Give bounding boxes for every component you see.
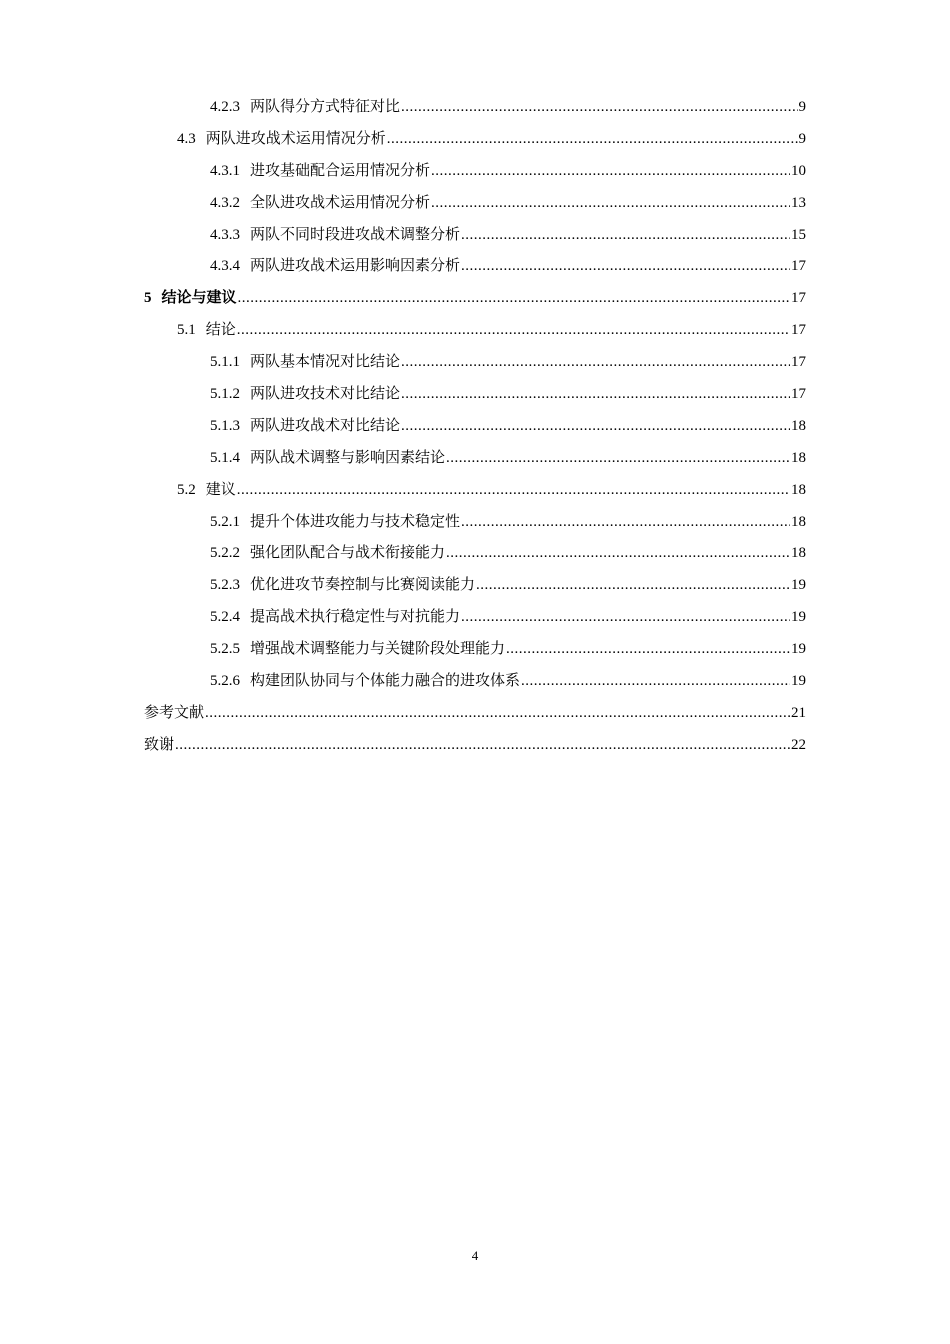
toc-entry-page: 19	[791, 673, 806, 690]
toc-entry-page: 21	[791, 704, 806, 721]
toc-entry-chapter[interactable]	[144, 286, 806, 318]
toc-entry-title: 优化进攻节奏控制与比赛阅读能力	[250, 577, 476, 594]
toc-entry-title: 提高战术执行稳定性与对抗能力	[250, 609, 461, 626]
toc-leader-dots	[401, 350, 790, 374]
toc-entry[interactable]	[144, 573, 806, 605]
toc-entry-title: 致谢	[144, 736, 175, 753]
toc-leader-dots	[237, 318, 790, 342]
toc-entry-page: 19	[791, 641, 806, 658]
toc-entry-title: 两队基本情况对比结论	[250, 354, 401, 371]
toc-entry-page: 17	[791, 386, 806, 403]
toc-entry-number: 4.3.4	[210, 258, 240, 275]
toc-entry-title: 构建团队协同与个体能力融合的进攻体系	[250, 673, 521, 690]
toc-leader-dots	[431, 159, 790, 183]
toc-leader-dots	[175, 733, 790, 757]
toc-leader-dots	[476, 573, 790, 597]
toc-entry-title: 两队不同时段进攻战术调整分析	[250, 226, 461, 243]
toc-entry[interactable]	[144, 191, 806, 223]
toc-leader-dots	[431, 191, 790, 215]
toc-entry[interactable]	[144, 159, 806, 191]
toc-entry-title: 建议	[205, 481, 236, 498]
toc-entry-title: 结论与建议	[161, 290, 237, 307]
toc-entry-number: 5.1.4	[210, 449, 240, 466]
toc-entry[interactable]	[144, 414, 806, 446]
toc-entry-page: 17	[791, 354, 806, 371]
toc-entry-number: 5.2.4	[210, 609, 240, 626]
toc-entry-number: 5.1.2	[210, 386, 240, 403]
toc-entry-number: 4.2.3	[210, 99, 240, 115]
toc-leader-dots	[461, 605, 790, 629]
toc-entry[interactable]	[144, 605, 806, 637]
toc-leader-dots	[401, 382, 790, 406]
toc-entry-title: 参考文献	[144, 704, 205, 721]
toc-leader-dots	[446, 541, 790, 565]
toc-leader-dots	[446, 446, 790, 470]
toc-entry[interactable]	[144, 446, 806, 478]
toc-entry[interactable]	[144, 510, 806, 542]
toc-entry-title: 结论	[205, 322, 236, 339]
toc-entry-page: 19	[791, 577, 806, 594]
toc-entry-title: 两队进攻技术对比结论	[250, 386, 401, 403]
toc-entry-page: 19	[791, 609, 806, 626]
toc-entry-title: 两队进攻战术对比结论	[250, 417, 401, 434]
toc-entry-number: 5	[144, 290, 152, 307]
toc-entry-number: 5.1.1	[210, 354, 240, 371]
toc-entry[interactable]	[144, 669, 806, 701]
toc-entry-number: 5.2.3	[210, 577, 240, 594]
toc-entry-number: 5.2.1	[210, 513, 240, 530]
toc-entry-page: 9	[798, 130, 806, 147]
toc-entry-page: 15	[791, 226, 806, 243]
toc-leader-dots	[401, 414, 790, 438]
toc-entry-page: 17	[791, 258, 806, 275]
toc-leader-dots	[237, 478, 790, 502]
toc-entry-title: 增强战术调整能力与关键阶段处理能力	[250, 641, 506, 658]
toc-entry-number: 5.2	[177, 481, 196, 498]
toc-entry-number: 5.2.6	[210, 673, 240, 690]
toc-entry-number: 5.1.3	[210, 417, 240, 434]
toc-entry-number: 5.2.5	[210, 641, 240, 658]
toc-entry-number: 5.2.2	[210, 545, 240, 562]
toc-entry-number: 4.3.3	[210, 226, 240, 243]
toc-entry[interactable]	[144, 254, 806, 286]
table-of-contents	[144, 95, 806, 765]
toc-entry-page: 18	[791, 513, 806, 530]
toc-entry-title: 全队进攻战术运用情况分析	[250, 194, 431, 211]
toc-leader-dots	[238, 286, 790, 310]
toc-entry-acknowledgements[interactable]	[144, 733, 806, 765]
toc-leader-dots	[506, 637, 790, 661]
toc-entry-page: 13	[791, 194, 806, 211]
toc-leader-dots	[461, 223, 790, 247]
toc-entry-number: 4.3.2	[210, 194, 240, 211]
toc-entry-page: 10	[791, 162, 806, 179]
toc-entry-page: 17	[791, 322, 806, 339]
toc-entry[interactable]	[144, 127, 806, 159]
toc-entry-page: 9	[798, 99, 806, 115]
toc-entry[interactable]	[144, 541, 806, 573]
toc-entry-page: 18	[791, 545, 806, 562]
toc-entry[interactable]	[144, 95, 806, 127]
toc-entry-title: 两队得分方式特征对比	[250, 99, 401, 115]
toc-entry-page: 18	[791, 449, 806, 466]
toc-entry-title: 强化团队配合与战术衔接能力	[250, 545, 446, 562]
toc-entry[interactable]	[144, 478, 806, 510]
toc-leader-dots	[387, 127, 798, 151]
toc-entry-page: 18	[791, 481, 806, 498]
toc-entry[interactable]	[144, 223, 806, 255]
toc-entry-title: 两队战术调整与影响因素结论	[250, 449, 446, 466]
toc-entry[interactable]	[144, 382, 806, 414]
toc-entry-page: 18	[791, 417, 806, 434]
toc-entry-references[interactable]	[144, 701, 806, 733]
toc-entry[interactable]	[144, 318, 806, 350]
toc-entry-title: 进攻基础配合运用情况分析	[250, 162, 431, 179]
toc-entry-page: 22	[791, 736, 806, 753]
page-number: 4	[471, 1248, 479, 1263]
toc-leader-dots	[401, 95, 797, 119]
toc-entry-number: 5.1	[177, 322, 196, 339]
toc-entry-page: 17	[791, 290, 806, 307]
toc-entry-number: 4.3.1	[210, 162, 240, 179]
toc-leader-dots	[205, 701, 790, 725]
toc-leader-dots	[461, 510, 790, 534]
toc-entry[interactable]	[144, 637, 806, 669]
toc-entry-title: 两队进攻战术运用影响因素分析	[250, 258, 461, 275]
toc-entry[interactable]	[144, 350, 806, 382]
toc-entry-title: 两队进攻战术运用情况分析	[205, 130, 386, 147]
toc-leader-dots	[461, 254, 790, 278]
toc-leader-dots	[521, 669, 790, 693]
toc-entry-title: 提升个体进攻能力与技术稳定性	[250, 513, 461, 530]
toc-entry-number: 4.3	[177, 130, 196, 147]
